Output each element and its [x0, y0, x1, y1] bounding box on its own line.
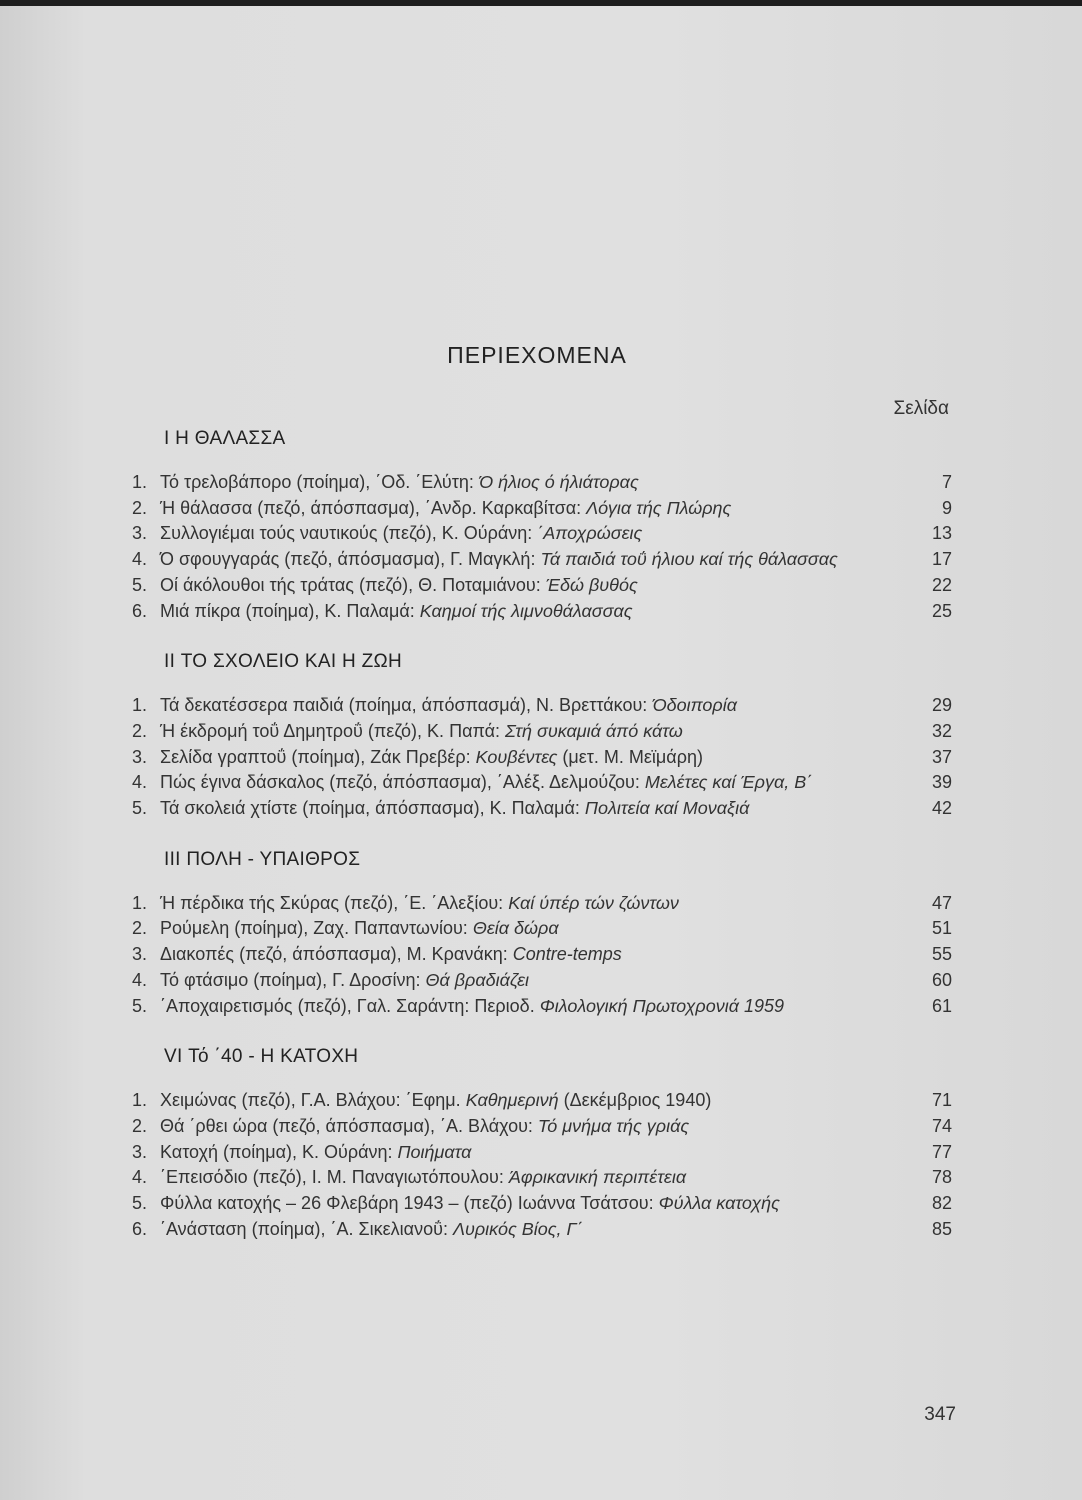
entry-description: Ρούμελη (ποίημα), Ζαχ. Παπαντωνίου:: [160, 918, 473, 939]
entry-page-number: 55: [931, 944, 952, 965]
entry-number: 1.: [132, 1090, 148, 1111]
toc-entry: [132, 547, 952, 573]
entry-description: Οί άκόλουθοι τής τράτας (πεζό), Θ. Ποταμιάνου:: [160, 574, 546, 595]
entry-number: 2.: [132, 918, 148, 939]
toc-entry: [132, 693, 952, 719]
entry-source-title: Θεία δώρα: [472, 918, 559, 939]
entry-description: Ό σφουγγαράς (πεζό, άπόσμασμα), Γ. Μαγκλή:: [160, 549, 541, 570]
page-title: ΠΕΡΙΕΧΟΜΕΝΑ: [447, 342, 627, 368]
entry-text: [160, 496, 912, 522]
entry-page-number: 71: [931, 1090, 952, 1111]
entry-page-number: 13: [931, 523, 952, 544]
entry-source-title: Τό μνήμα τής γριάς: [537, 1115, 690, 1136]
entry-number: 4.: [132, 969, 148, 990]
entry-source-title: Καί ύπέρ τών ζώντων: [508, 892, 679, 913]
page-column-label: Σελίδα: [893, 398, 949, 419]
entry-page-number: 22: [931, 574, 952, 595]
entry-text: [160, 719, 912, 745]
entry-text: [160, 547, 912, 573]
entry-text: [160, 770, 912, 796]
entry-page-number: 7: [941, 472, 952, 492]
entry-text: [160, 573, 912, 599]
section-gap: [132, 822, 952, 849]
entry-description: Ή πέρδικα τής Σκύρας (πεζό), ΄Ε. ΄Αλεξίου:: [160, 892, 509, 913]
toc-entry: [132, 719, 952, 745]
entry-page-number: 39: [931, 772, 952, 793]
entry-page-number: 51: [931, 918, 952, 939]
section-gap: [132, 624, 952, 651]
entry-number: 5.: [132, 574, 148, 595]
entry-source-title: Κουβέντες: [475, 746, 558, 767]
entry-page-number: 82: [931, 1193, 952, 1214]
section-gap: [132, 1019, 952, 1046]
entry-text: [160, 968, 912, 994]
entry-source-title: Μελέτες καί Έργα, Β΄: [644, 772, 813, 793]
toc-entry: [132, 496, 952, 522]
entry-description: ΄Αποχαιρετισμός (πεζό), Γαλ. Σαράντη: Περιοδ.: [160, 995, 540, 1016]
section-heading: II ΤΟ ΣΧΟΛΕΙΟ ΚΑΙ Η ΖΩΗ: [164, 651, 403, 673]
entry-text: [160, 1217, 912, 1243]
entry-number: 1.: [132, 695, 148, 716]
entry-source-title: Ό ήλιος ό ήλιάτορας: [478, 472, 639, 492]
entry-text: [160, 1140, 912, 1166]
entry-page-number: 32: [931, 720, 952, 741]
entry-number: 2.: [132, 1115, 148, 1136]
entry-source-title: Άφρικανική περιπέτεια: [508, 1167, 687, 1188]
entry-number: 2.: [132, 497, 148, 518]
entry-page-number: 60: [931, 969, 952, 990]
entry-source-title: Έδώ βυθός: [545, 574, 638, 595]
toc-entry: [132, 942, 952, 968]
section-heading: III ΠΟΛΗ - ΥΠΑΙΘΡΟΣ: [164, 848, 361, 870]
toc-entry: [132, 573, 952, 599]
entry-source-title: ΄Αποχρώσεις: [537, 523, 643, 544]
entry-page-number: 29: [931, 695, 952, 716]
entry-description: Χειμώνας (πεζό), Γ.Α. Βλάχου: ΄Εφημ.: [160, 1090, 466, 1111]
toc-entry: [132, 1165, 952, 1191]
entry-source-title: Λυρικός Βίος, Γ΄: [452, 1218, 583, 1239]
entry-source-title: Πολιτεία καί Μοναξιά: [584, 798, 750, 819]
toc-entry: [132, 891, 952, 917]
entry-text: [160, 1165, 912, 1191]
entry-description: Διακοπές (πεζό, άπόσπασμα), Μ. Κρανάκη:: [160, 944, 513, 965]
entry-page-number: 74: [931, 1115, 952, 1136]
entry-number: 2.: [132, 720, 148, 741]
entry-page-number: 37: [931, 746, 952, 767]
entry-source-title: Καημοί τής λιμνοθάλασσας: [419, 600, 633, 621]
entry-description: Ή έκδρομή τοΰ Δημητροΰ (πεζό), Κ. Παπά:: [160, 720, 506, 741]
page-number: 347: [924, 1404, 956, 1425]
entry-description: Τά σκολειά χτίστε (ποίημα, άπόσπασμα), Κ. Παλαμά:: [160, 798, 585, 819]
entry-description: Τά δεκατέσσερα παιδιά (ποίημα, άπόσπασμά), Ν. Βρεττάκου:: [160, 695, 653, 716]
entry-number: 4.: [132, 772, 148, 793]
entry-description: Τό φτάσιμο (ποίημα), Γ. Δροσίνη:: [160, 969, 426, 990]
toc-entry: [132, 599, 952, 625]
toc-section: [132, 822, 952, 1020]
toc-entry: [132, 796, 952, 822]
entry-description: Σελίδα γραπτοΰ (ποίημα), Ζάκ Πρεβέρ:: [160, 746, 476, 767]
entry-page-number: 77: [931, 1141, 952, 1162]
toc-entry: [132, 770, 952, 796]
entry-source-title: Όδοιπορία: [652, 695, 738, 716]
entry-number: 3.: [132, 746, 148, 767]
entry-description: Πώς έγινα δάσκαλος (πεζό, άπόσπασμα), ΄Αλέξ. Δελμούζου:: [160, 772, 645, 793]
entry-number: 6.: [132, 1218, 148, 1239]
entry-text: [160, 470, 912, 496]
entry-source-title: Φιλολογική Πρωτοχρονιά 1959: [539, 995, 785, 1016]
table-of-contents: [132, 428, 952, 1242]
entry-number: 3.: [132, 944, 148, 965]
entry-description: Φύλλα κατοχής – 26 Φλεβάρη 1943 – (πεζό) Ιωάννα Τσάτσου:: [160, 1193, 659, 1214]
entry-number: 6.: [132, 600, 148, 621]
toc-entry: [132, 1191, 952, 1217]
toc-entry: [132, 916, 952, 942]
entry-source-title: Contre-temps: [512, 944, 622, 965]
entry-text: [160, 916, 912, 942]
entry-description: Κατοχή (ποίημα), Κ. Ούράνη:: [160, 1141, 398, 1162]
entry-description: Τό τρελοβάπορο (ποίημα), ΄Οδ. ΄Ελύτη:: [160, 472, 479, 492]
toc-entry: [132, 1140, 952, 1166]
entry-description: Ή θάλασσα (πεζό, άπόσπασμα), ΄Ανδρ. Καρκαβίτσα:: [160, 497, 587, 518]
entry-source-title: Καθημερινή: [465, 1090, 559, 1111]
toc-section: [132, 624, 952, 822]
toc-entry: [132, 1114, 952, 1140]
section-heading: VI Τό ΄40 - Η ΚΑΤΟΧΗ: [164, 1046, 359, 1068]
entry-text: [160, 745, 912, 771]
entry-number: 1.: [132, 892, 148, 913]
entry-number: 3.: [132, 523, 148, 544]
entry-text: [160, 942, 912, 968]
entry-number: 3.: [132, 1141, 148, 1162]
entry-page-number: 42: [931, 798, 952, 819]
entry-description: ΄Ανάσταση (ποίημα), ΄Α. Σικελιανοΰ:: [160, 1218, 453, 1239]
entry-note: (μετ. Μ. Μεϊμάρη): [557, 746, 703, 767]
entry-page-number: 25: [931, 600, 952, 621]
toc-entry: [132, 994, 952, 1020]
entry-source-title: Ποιήματα: [397, 1141, 472, 1162]
entry-number: 4.: [132, 549, 148, 570]
entry-page-number: 17: [931, 549, 952, 570]
entry-page-number: 85: [931, 1218, 952, 1239]
entry-page-number: 47: [931, 892, 952, 913]
entry-source-title: Θά βραδιάζει: [425, 969, 530, 990]
entry-number: 1.: [132, 472, 148, 492]
entry-text: [160, 1114, 912, 1140]
entry-source-title: Στή συκαμιά άπό κάτω: [505, 720, 683, 741]
entry-description: Μιά πίκρα (ποίημα), Κ. Παλαμά:: [160, 600, 420, 621]
entry-note: (Δεκέμβριος 1940): [558, 1090, 712, 1111]
toc-entry: [132, 1088, 952, 1114]
toc-section: [132, 1019, 952, 1242]
toc-entry: [132, 745, 952, 771]
entry-text: [160, 521, 912, 547]
entry-text: [160, 1088, 912, 1114]
toc-entry: [132, 1217, 952, 1243]
entry-source-title: Λόγια τής Πλώρης: [586, 497, 732, 518]
entry-description: Θά ΄ρθει ώρα (πεζό, άπόσπασμα), ΄Α. Βλάχου:: [160, 1115, 538, 1136]
toc-entry: [132, 521, 952, 547]
entry-description: Συλλογιέμαι τούς ναυτικούς (πεζό), Κ. Ούράνη:: [160, 523, 538, 544]
entry-text: [160, 994, 912, 1020]
toc-entry: [132, 470, 952, 496]
entry-source-title: Τά παιδιά τοΰ ήλιου καί τής θάλασσας: [540, 549, 838, 570]
toc-section: [132, 428, 952, 624]
entry-text: [160, 1191, 912, 1217]
entry-text: [160, 796, 912, 822]
entry-text: [160, 693, 912, 719]
entry-number: 4.: [132, 1167, 148, 1188]
toc-entry: [132, 968, 952, 994]
entry-text: [160, 891, 912, 917]
entry-number: 5.: [132, 995, 148, 1016]
entry-description: ΄Επεισόδιο (πεζό), Ι. Μ. Παναγιωτόπουλου:: [160, 1167, 509, 1188]
entry-text: [160, 599, 912, 625]
entry-number: 5.: [132, 798, 148, 819]
entry-source-title: Φύλλα κατοχής: [658, 1193, 780, 1214]
entry-page-number: 61: [931, 995, 952, 1016]
entry-page-number: 9: [941, 497, 952, 518]
entry-number: 5.: [132, 1193, 148, 1214]
section-heading: I Η ΘΑΛΑΣΣΑ: [164, 428, 286, 449]
entry-page-number: 78: [931, 1167, 952, 1188]
